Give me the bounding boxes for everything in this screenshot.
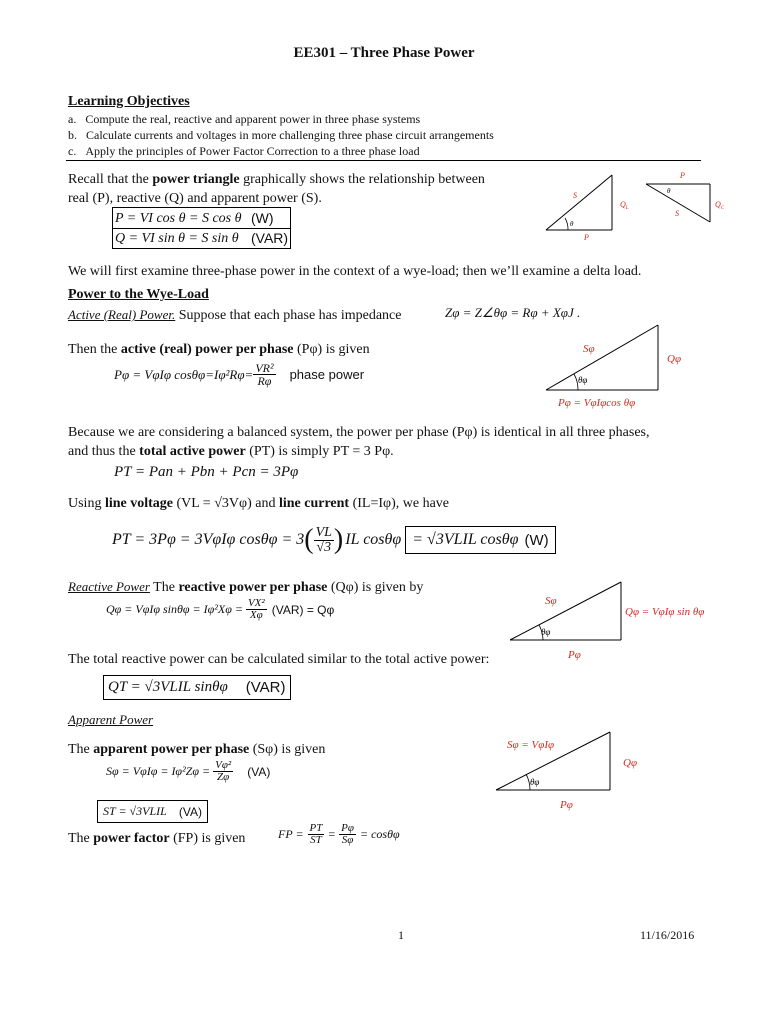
tri-s-label: Sφ = VφIφ [507, 739, 555, 751]
unit-w: (W) [524, 531, 549, 549]
reactive-power-term: reactive power per phase [178, 580, 328, 595]
tri-q-label: Qφ [667, 353, 682, 365]
tri-theta-label: θ [570, 220, 574, 228]
line-voltage-term: line voltage [104, 496, 173, 511]
page-title: EE301 – Three Phase Power [293, 45, 475, 61]
section-divider [66, 160, 701, 161]
eq-text: Qφ = VφIφ sinθφ = Iφ²Xφ = [106, 602, 243, 616]
unit-w: (W) [251, 210, 274, 226]
intro-text: We will first examine three-phase power in the context of a wye-load; then we’ll examine a delta load. [68, 264, 642, 279]
tri-p-label: Pφ [568, 649, 581, 661]
active-power-term: active (real) power per phase [120, 342, 294, 357]
objective-c [68, 143, 420, 159]
power-triangle-term: power triangle [152, 172, 240, 187]
power-factor-line [68, 829, 245, 848]
tri-q-label: $Q_L$ [620, 200, 629, 211]
power-factor-term: power factor [93, 831, 170, 846]
phase-power-label: phase power [289, 367, 365, 382]
phase-power-equation [114, 362, 364, 387]
apparent-power-term: apparent power per phase [93, 742, 250, 757]
tri-p-label: Pφ [560, 799, 573, 811]
eq-text: IL cosθφ [345, 531, 402, 548]
eq-text: Pφ = VφIφ cosθφ=Iφ²Rφ= [114, 366, 254, 382]
tri-s-label: Sφ [545, 595, 557, 607]
frac-den: Xφ [249, 609, 263, 621]
unit-va: (VA) [247, 764, 271, 779]
reactive-power-label: Reactive Power [68, 579, 150, 594]
reactive-power-line [68, 577, 423, 597]
objective-marker: b. [68, 128, 77, 142]
active-power-text: Suppose that each phase has impedance [175, 308, 402, 323]
tri-q-label: Qφ [623, 757, 638, 769]
impedance-equation: Zφ = Z∠θφ = Rφ + XφJ . [445, 305, 581, 320]
power-factor-equation [278, 823, 400, 846]
open-paren: ( [304, 524, 314, 555]
small-power-triangles [540, 170, 725, 242]
learning-objectives-heading: Learning Objectives [68, 94, 190, 109]
tri-s-label: S [573, 191, 577, 200]
eq-fraction [246, 598, 267, 621]
tri-p-label: Pφ = VφIφcos θφ [558, 397, 636, 409]
tri-theta-label: θ [667, 187, 671, 195]
frac-num: PT [309, 822, 323, 834]
eq-fraction [308, 823, 325, 846]
eq-fraction [213, 760, 233, 783]
unit-var: (VAR) [245, 679, 286, 696]
objective-text: Apply the principles of Power Factor Correction to a three phase load [85, 144, 420, 158]
reactive-power-triangle [505, 578, 740, 666]
eq-text: (VAR) = Qφ [271, 602, 335, 617]
wye-heading: Power to the Wye-Load [68, 287, 209, 302]
frac-den: √3 [316, 539, 332, 555]
objective-marker: c. [68, 144, 77, 158]
body-text: Then the [68, 342, 121, 357]
close-paren: ) [333, 524, 344, 555]
line-power-box [405, 526, 555, 554]
total-apparent-box [97, 800, 208, 823]
objective-a [68, 111, 420, 127]
eq-fraction [314, 526, 334, 555]
active-power-triangle [540, 320, 720, 415]
frac-den: Rφ [257, 374, 272, 388]
apparent-phase-equation [106, 760, 270, 783]
objective-text: Calculate currents and voltages in more challenging three phase circuit arrangements [86, 128, 494, 142]
body-text: (Pφ) is given [293, 342, 370, 357]
recall-equations-box [112, 207, 291, 249]
recall-text: Recall that the [68, 172, 153, 187]
total-active-equation: PT = Pan + Pbn + Pcn = 3Pφ [114, 464, 299, 480]
eq-text: = √3VLIL cosθφ [412, 531, 519, 548]
frac-den: Zφ [217, 771, 230, 783]
reactive-phase-equation [106, 598, 334, 621]
body-text: The [149, 580, 179, 595]
recall-line-2: real (P), reactive (Q) and apparent power (S). [68, 191, 322, 206]
because-line-1: Because we are considering a balanced system, the power per phase (Pφ) is identical in all three phases, [68, 425, 650, 440]
frac-den: Sφ [341, 834, 354, 846]
frac-num: VX² [247, 597, 265, 609]
reactive-power-equation: Q = VI sin θ = S sin θ [115, 231, 239, 246]
objective-text: Compute the real, reactive and apparent power in three phase systems [85, 112, 421, 126]
eq-text: ST = √3VLIL [103, 804, 167, 818]
body-text: Using [68, 496, 105, 511]
tri-theta-label: θφ [578, 375, 588, 385]
because-line-2 [68, 442, 394, 461]
apparent-power-triangle [490, 728, 720, 814]
equals-sign: = [328, 827, 336, 841]
unit-va: (VA) [178, 804, 202, 819]
line-voltage-line [68, 494, 449, 513]
capacitive-triangle [646, 171, 725, 222]
total-reactive-box [103, 675, 291, 700]
tri-s-label: Sφ [583, 343, 595, 355]
objective-marker: a. [68, 112, 77, 126]
line-power-equation [112, 524, 556, 556]
eq-fraction [339, 823, 356, 846]
eq-text: FP = [278, 827, 304, 841]
apparent-power-label: Apparent Power [68, 712, 154, 727]
recall-text: graphically shows the relationship between [239, 172, 485, 187]
tri-p-label: P [680, 171, 685, 180]
unit-var: (VAR) [251, 230, 289, 246]
body-text: The [68, 742, 94, 757]
tri-theta-label: θφ [530, 777, 540, 787]
line-current-term: line current [278, 496, 350, 511]
objective-b [68, 127, 494, 143]
tri-q-label: $Q_C$ [715, 200, 725, 211]
body-text: (Sφ) is given [249, 742, 326, 757]
page-number: 1 [398, 928, 404, 942]
footer-date: 11/16/2016 [640, 928, 695, 942]
body-text: The [68, 831, 94, 846]
body-text: (VL = √3Vφ) and [173, 496, 279, 511]
total-active-term: total active power [139, 444, 246, 459]
tri-p-label: P [584, 233, 589, 242]
eq-text: Sφ = VφIφ = Iφ²Zφ = [106, 764, 211, 778]
body-text: (PT) is simply PT = 3 Pφ. [245, 444, 394, 459]
total-reactive-text: The total reactive power can be calculated similar to the total active power: [68, 652, 490, 667]
body-text: (Qφ) is given by [327, 580, 424, 595]
tri-theta-label: θφ [541, 627, 551, 637]
body-text: (FP) is given [169, 831, 246, 846]
real-power-equation: P = VI cos θ = S cos θ [115, 211, 242, 226]
frac-num: VR² [255, 361, 274, 375]
body-text: (IL=Iφ), we have [349, 496, 450, 511]
recall-line-1 [68, 170, 485, 189]
frac-num: Vφ² [215, 759, 232, 771]
apparent-power-line [68, 740, 325, 759]
eq-text: PT = 3Pφ = 3VφIφ cosθφ = 3 [112, 531, 305, 548]
eq-text: = cosθφ [359, 827, 400, 841]
frac-den: ST [310, 834, 322, 846]
frac-num: VL [315, 524, 332, 540]
active-power-label: Active (Real) Power. [68, 307, 176, 322]
active-power-per-phase-line [68, 340, 370, 359]
inductive-triangle [546, 175, 629, 242]
body-text: and thus the [68, 444, 140, 459]
frac-num: Pφ [341, 822, 354, 834]
tri-s-label: S [675, 209, 679, 218]
eq-text: QT = √3VLIL sinθφ [108, 679, 228, 695]
tri-q-label: Qφ = VφIφ sin θφ [625, 606, 705, 618]
active-power-line [68, 305, 401, 325]
eq-fraction [253, 362, 275, 387]
